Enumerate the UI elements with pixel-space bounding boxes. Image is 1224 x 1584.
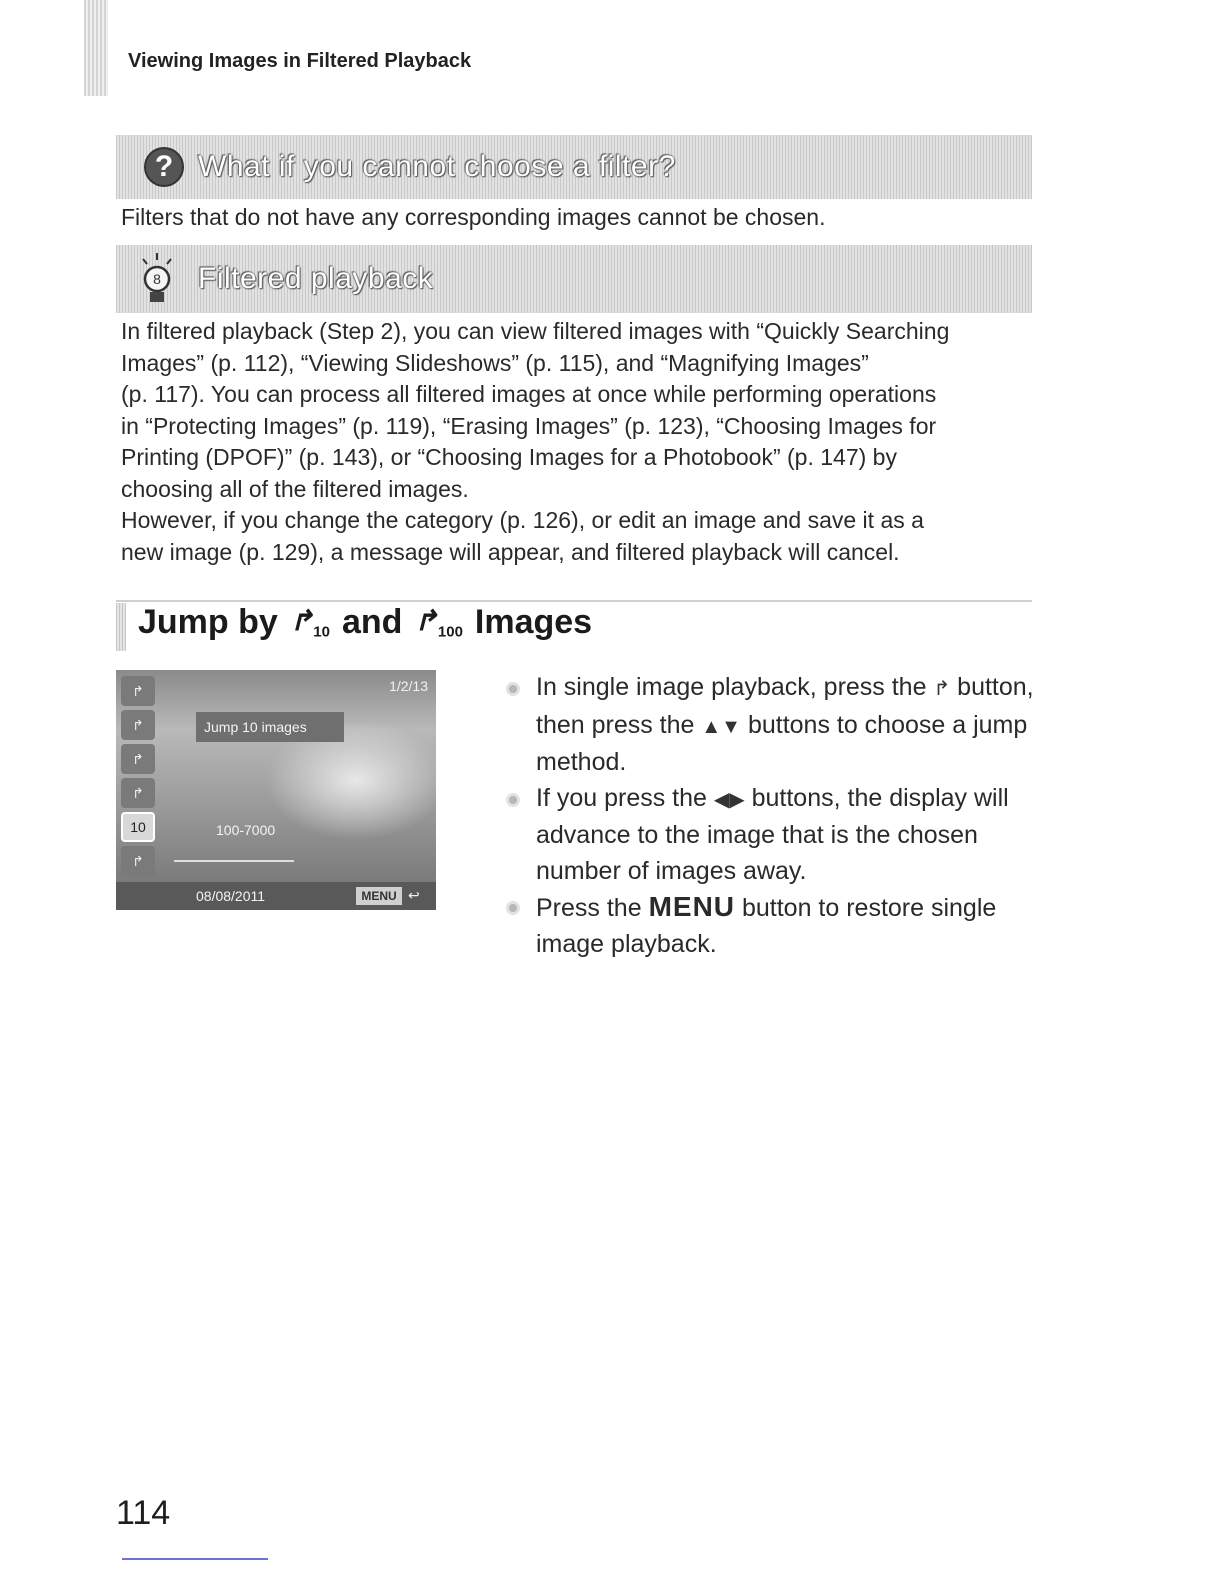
faq-body: Filters that do not have any corresponding images cannot be chosen.	[121, 204, 826, 230]
tip-line: choosing all of the filtered images.	[121, 475, 469, 502]
menu-button-label: MENU	[648, 891, 736, 922]
tip-title: Filtered playback	[198, 262, 434, 295]
step2-text-a: If you press the	[536, 783, 707, 812]
return-arrow-icon: ↩	[408, 887, 420, 903]
tip-line: However, if you change the category (p. 126), or edit an image and save it as a	[121, 507, 924, 533]
page-number: 114	[116, 1494, 171, 1532]
faq-title: What if you cannot choose a filter?	[198, 150, 676, 183]
jump-method-icon: ↱	[121, 778, 155, 808]
jump-10-icon: $↱_{10}$	[289, 605, 330, 641]
tip-line: new image (p. 129), a message will appear, and filtered playback will cancel.	[121, 538, 900, 565]
screen-date: 08/08/2011	[196, 888, 266, 904]
bullet-icon	[506, 682, 520, 696]
tip-line: Printing (DPOF)” (p. 143), or “Choosing Images for a Photobook” (p. 147) by	[121, 444, 897, 470]
steps-list	[506, 670, 1046, 962]
section-title-suffix: Images	[474, 603, 593, 641]
jump-method-icon: ↱	[121, 676, 155, 706]
screen-menu-button: MENU	[356, 887, 402, 905]
tip-line: In filtered playback (Step 2), you can view filtered images with “Quickly Searching	[121, 318, 950, 344]
screen-counter: 1/2/13	[389, 678, 428, 694]
section-title-prefix: Jump by	[138, 603, 278, 641]
section-title	[138, 603, 592, 642]
chapter-tab-marker	[84, 0, 108, 96]
footer-rule	[122, 1558, 268, 1560]
running-head: Viewing Images in Filtered Playback	[128, 50, 472, 72]
left-right-arrows-icon: ◀▶	[713, 788, 745, 811]
step1-text-a: In single image playback, press the	[536, 673, 927, 701]
jump-10-label: 10	[313, 623, 330, 641]
jump-button-icon: ↱	[933, 678, 951, 700]
section-title-mid: and	[341, 603, 403, 641]
step3-text-a: Press the	[536, 894, 642, 922]
tip-body	[121, 316, 1051, 568]
screen-folder: 100-7000	[216, 822, 276, 838]
step1-text-c: buttons to choose a jump method.	[536, 710, 1028, 776]
jump-100-icon: $↱_{100}$	[414, 605, 463, 641]
step-item	[506, 670, 1046, 781]
jump-method-list	[116, 670, 160, 884]
step-item	[506, 889, 1046, 962]
svg-text:8: 8	[153, 271, 161, 287]
camera-screen-image	[116, 670, 436, 910]
screen-slider	[174, 860, 294, 862]
step2-text-b: buttons, the display will advance to the image that is the chosen number of images away.	[536, 783, 1009, 885]
tip-line: in “Protecting Images” (p. 119), “Erasing Images” (p. 123), “Choosing Images for	[121, 412, 937, 439]
jump-method-icon: ↱	[121, 744, 155, 774]
screen-jump-label: Jump 10 images	[196, 712, 344, 742]
jump-method-icon: ↱	[121, 846, 155, 876]
section-divider	[116, 600, 1032, 602]
bullet-icon	[506, 793, 520, 807]
faq-header-bar	[116, 135, 1032, 199]
jump-method-icon-selected: 10	[121, 812, 155, 842]
tip-line: (p. 117). You can process all filtered images at once while performing operations	[121, 381, 937, 407]
step1-text-b: button, then press the	[536, 673, 1034, 739]
bullet-icon	[506, 901, 520, 915]
lightbulb-icon	[134, 251, 180, 307]
step3-text-b: button to restore single image playback.	[536, 894, 997, 958]
tip-line: Images” (p. 112), “Viewing Slideshows” (p. 115), and “Magnifying Images”	[121, 349, 869, 376]
section-marker	[116, 603, 126, 651]
tip-header-bar	[116, 245, 1032, 313]
up-down-arrows-icon: ▲▼	[701, 715, 741, 738]
jump-100-label: 100	[437, 623, 463, 641]
question-mark-icon: ?	[144, 147, 184, 187]
jump-method-icon: ↱	[121, 710, 155, 740]
step-item	[506, 781, 1046, 890]
